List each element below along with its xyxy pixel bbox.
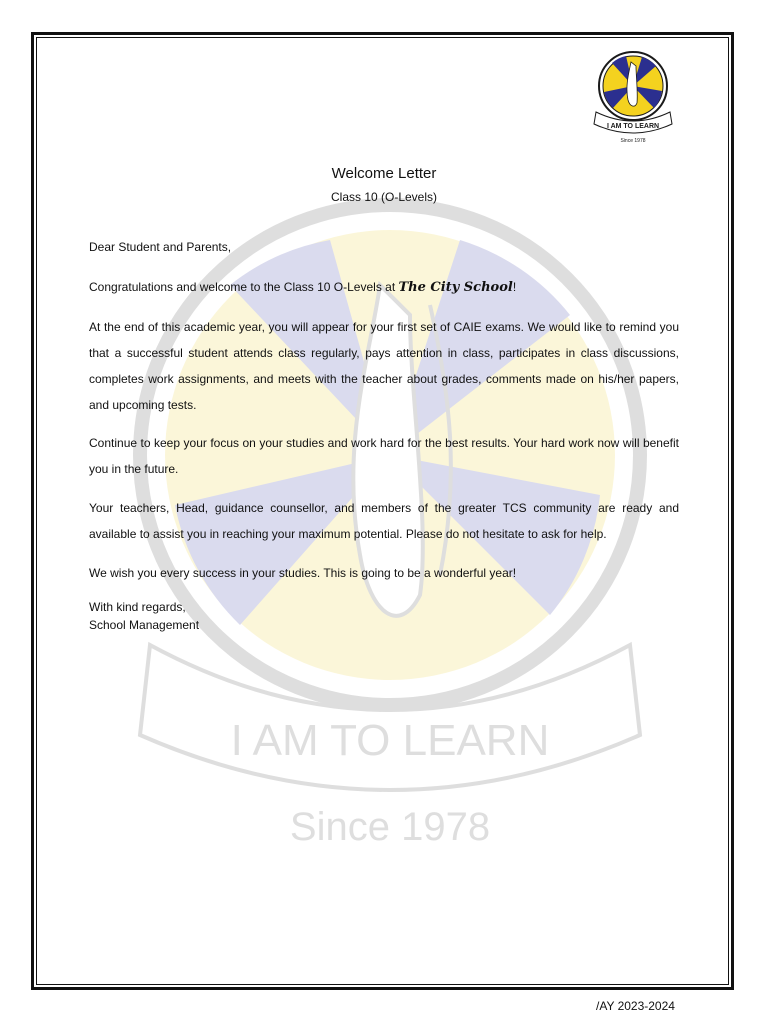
watermark-since: Since 1978 [289,805,491,849]
letter-title: Welcome Letter [331,165,437,182]
congratulations-line [89,274,679,301]
congratulations-punct: ! [512,280,517,294]
salutation: Dear Student and Parents, [89,240,232,254]
paragraph-exams: At the end of this academic year, you will appear for your first set of CAIE exams. We would like to remind you that a successful student attends class regularly, pays attention in class, participates in class discussions, completes work assignments, and meets with the teacher about grades, comments made on his/her papers, and upcoming tests. [89,320,679,412]
academic-year-footer: /AY 2023-2024 [596,999,675,1013]
school-name: The City School [398,280,513,295]
logo-since: Since 1978 [620,138,646,144]
letter-subtitle: Class 10 (O-Levels) [330,190,438,204]
paragraph-focus: Continue to keep your focus on your studies and work hard for the best results. Your hard work now will benefit you in the future. [89,436,679,476]
school-logo [590,50,676,146]
closing-block [89,598,679,634]
watermark-motto: I AM TO LEARN [230,716,550,765]
signature: School Management [89,618,200,632]
congratulations-text: Congratulations and welcome to the Class 10 O-Levels at [89,280,399,294]
closing: With kind regards, [89,600,186,614]
paragraph-wishes: We wish you every success in your studies. This is going to be a wonderful year! [89,566,517,580]
logo-motto: I AM TO LEARN [606,123,660,130]
paragraph-support: Your teachers, Head, guidance counsellor, and members of the greater TCS community are ready and available to assist you in reaching your maximum potential. Please do not hesitate to ask for help. [89,501,679,541]
